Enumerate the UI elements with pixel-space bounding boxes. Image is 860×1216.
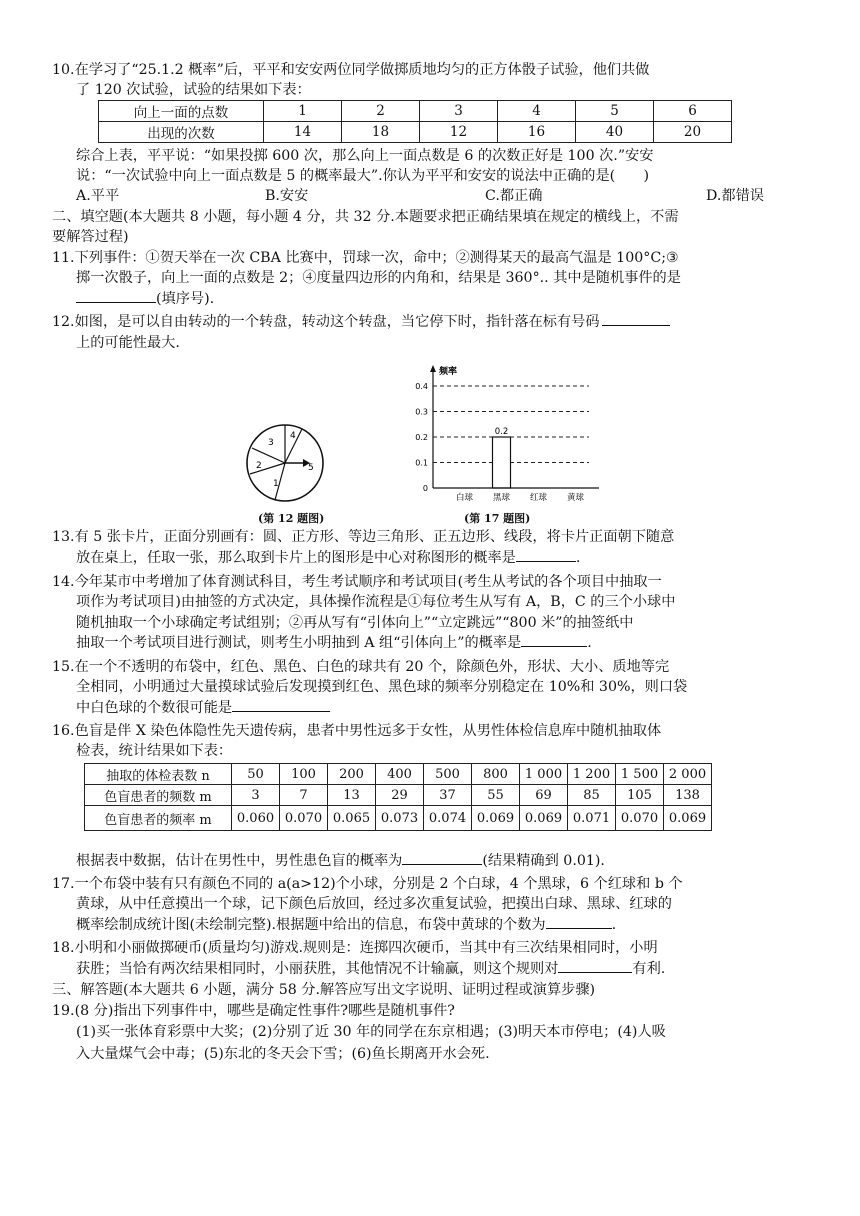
answer-blank[interactable] — [402, 850, 482, 865]
table-cell: 800 — [472, 764, 520, 785]
table-cell: 5 — [576, 101, 654, 122]
q15-line-1: 15.在一个不透明的布袋中，红色、黑色、白色的球共有 20 个，除颜色外，形状、大小、质地等完 — [52, 659, 670, 675]
q15-line-2: 全相同，小明通过大量摸球试验后发现摸到红色、黑色球的频率分别稳定在 10%和 30%，则口袋 — [76, 679, 688, 695]
table-cell: 0.069 — [520, 806, 568, 831]
fig12-caption: (第 12 题图) — [258, 512, 325, 525]
answer-blank[interactable] — [558, 958, 632, 973]
table-cell: 37 — [424, 785, 472, 806]
q14-line-3: 随机抽取一个小球确定考试组别；②再从写有“引体向上”“立定跳远”“800 米”的抽签纸中 — [76, 615, 634, 631]
table-cell: 7 — [280, 785, 328, 806]
table-cell: 色盲患者的频率 m — [85, 806, 232, 831]
q16-line-2: 检表，统计结果如下表： — [76, 743, 233, 759]
table-cell: 100 — [280, 764, 328, 785]
answer-blank[interactable] — [602, 311, 670, 326]
q16-line-3-tail: (结果精确到 0.01). — [482, 853, 605, 869]
table-row — [99, 101, 732, 122]
table-row — [99, 122, 732, 143]
q10-option-d: D.都错误 — [706, 188, 764, 204]
q12-line-1 — [52, 311, 670, 333]
q19-line-2: (1)买一张体育彩票中大奖；(2)分别了近 30 年的同学在东京相遇；(3)明天本市停电；(4)人吸 — [76, 1024, 666, 1040]
section3-heading: 三、解答题(本大题共 6 小题，满分 58 分.解答应写出文字说明、证明过程或演算步骤) — [52, 982, 596, 998]
spinner-figure — [242, 418, 328, 504]
answer-blank[interactable] — [516, 547, 576, 562]
table-cell: 16 — [498, 122, 576, 143]
q10-dice-table — [98, 100, 732, 143]
y-axis-arrow-icon — [430, 365, 436, 372]
q13-line-2-text: 放在桌上，任取一张，那么取到卡片上的图形是中心对称图形的概率是 — [76, 550, 516, 566]
table-cell: 1 — [264, 101, 342, 122]
table-cell: 400 — [376, 764, 424, 785]
table-cell: 200 — [328, 764, 376, 785]
y-tick-label: 0.3 — [415, 407, 428, 417]
table-cell: 4 — [498, 101, 576, 122]
table-cell: 55 — [472, 785, 520, 806]
q12-line-1-text: 12.如图，是可以自由转动的一个转盘，转动这个转盘，当它停下时，指针落在标有号码 — [52, 314, 600, 330]
q18-line-2 — [76, 958, 665, 980]
table-cell: 2 000 — [664, 764, 712, 785]
table-cell: 18 — [342, 122, 420, 143]
q18-line-1: 18.小明和小丽做掷硬币(质量均匀)游戏.规则是：连掷四次硬币，当其中有三次结果相同时，小明 — [52, 940, 658, 956]
table-cell: 20 — [654, 122, 732, 143]
spinner-label: 5 — [308, 463, 314, 473]
answer-blank[interactable] — [546, 914, 612, 929]
y-tick-label: 0 — [422, 484, 428, 493]
q14-line-2: 项作为考试项目)由抽签的方式决定，具体操作流程是①每位考生从写有 A，B，C 的三个小球中 — [76, 594, 676, 610]
table-cell: 138 — [664, 785, 712, 806]
spinner-label: 1 — [273, 479, 279, 489]
q15-line-3 — [76, 697, 330, 719]
q15-line-3-text: 中白色球的个数很可能是 — [76, 700, 233, 716]
table-cell: 1 500 — [616, 764, 664, 785]
table-cell: 向上一面的点数 — [99, 101, 264, 122]
x-category-label: 黑球 — [492, 493, 511, 503]
q13-line-1: 13.有 5 张卡片，正面分别画有：圆、正方形、等边三角形、正五边形、线段，将卡片正面朝下随意 — [52, 529, 675, 545]
table-cell: 1 200 — [568, 764, 616, 785]
table-cell: 出现的次数 — [99, 122, 264, 143]
q10-option-b: B.安安 — [265, 188, 309, 204]
q19-line-1: 19.(8 分)指出下列事件中，哪些是确定性事件?哪些是随机事件? — [52, 1003, 455, 1019]
spinner-label: 3 — [268, 438, 274, 448]
bar — [493, 437, 511, 488]
table-cell: 12 — [420, 122, 498, 143]
table-cell: 50 — [232, 764, 280, 785]
table-cell: 6 — [654, 101, 732, 122]
table-cell: 0.070 — [280, 806, 328, 831]
q13-line-2: 放在桌上，任取一张，那么取到卡片上的图形是中心对称图形的概率是 . — [76, 547, 580, 569]
table-cell: 3 — [232, 785, 280, 806]
table-cell: 0.074 — [424, 806, 472, 831]
fig17-bar-chart — [405, 362, 605, 507]
q10-line-2: 了 120 次试验，试验的结果如下表： — [76, 82, 311, 98]
q14-line-1: 14.今年某市中考增加了体育测试科目，考生考试顺序和考试项目(考生从考试的各个项目中抽取一 — [52, 574, 662, 590]
y-tick-label: 0.4 — [415, 382, 428, 391]
table-cell: 13 — [328, 785, 376, 806]
chart-bars — [493, 427, 511, 488]
table-cell: 2 — [342, 101, 420, 122]
q10-line-3: 综合上表，平平说：“如果投掷 600 次，那么向上一面点数是 6 的次数正好是 100 次.”安安 — [76, 148, 654, 164]
q12-line-2: 上的可能性最大. — [76, 335, 180, 351]
table-cell: 0.071 — [568, 806, 616, 831]
y-ticks — [415, 382, 428, 493]
spinner-label: 4 — [290, 431, 296, 441]
table-row — [85, 764, 712, 785]
table-cell: 29 — [376, 785, 424, 806]
table-cell: 14 — [264, 122, 342, 143]
table-cell: 85 — [568, 785, 616, 806]
q11-line-3 — [76, 288, 214, 310]
table-cell: 40 — [576, 122, 654, 143]
q10-option-c: C.都正确 — [485, 188, 543, 204]
x-category-label: 白球 — [455, 493, 474, 503]
y-tick-label: 0.1 — [415, 458, 428, 468]
q10-line-1: 10.在学习了“25.1.2 概率”后，平平和安安两位同学做掷质地均匀的正方体骰子试验，他们共做 — [52, 62, 650, 78]
x-category-label: 红球 — [529, 493, 548, 503]
table-cell: 69 — [520, 785, 568, 806]
q18-line-2-text: 获胜；当恰有两次结果相同时，小丽获胜，其他情况不计输赢，则这个规则对 — [76, 961, 559, 977]
q17-line-3: 概率绘制成统计图(未绘制完整).根据题中给出的信息，布袋中黄球的个数为 . — [76, 914, 616, 936]
table-cell: 0.069 — [472, 806, 520, 831]
table-row — [85, 806, 712, 831]
section2-heading-line-2: 要解答过程) — [52, 229, 129, 245]
section2-heading-line-1: 二、填空题(本大题共 8 小题，每小题 4 分，共 32 分.本题要求把正确结果填在规定的横线上，不需 — [52, 209, 679, 225]
q11-line-3-text: (填序号). — [156, 291, 215, 307]
bar-data-label: 0.2 — [494, 427, 509, 437]
q16-line-1: 16.色盲是伴 X 染色体隐性先天遗传病，患者中男性远多于女性，从男性体检信息库中随机抽取体 — [52, 723, 662, 739]
q14-line-4: 抽取一个考试项目进行测试，则考生小明抽到 A 组“引体向上”的概率是 . — [76, 632, 592, 654]
q19-line-3: 入大量煤气会中毒；(5)东北的冬天会下雪；(6)鱼长期离开水会死. — [76, 1046, 490, 1062]
table-cell: 500 — [424, 764, 472, 785]
table-cell: 3 — [420, 101, 498, 122]
table-cell: 0.069 — [664, 806, 712, 831]
answer-blank[interactable] — [232, 697, 330, 712]
q17-line-3-text: 概率绘制成统计图(未绘制完整).根据题中给出的信息，布袋中黄球的个数为 — [76, 917, 546, 933]
table-cell: 色盲患者的频数 m — [85, 785, 232, 806]
answer-blank[interactable] — [521, 632, 587, 647]
q11-line-2: 掷一次骰子，向上一面的点数是 2；④度量四边形的内角和，结果是 360°.. 其中是随机事件的是 — [76, 270, 681, 286]
x-category-label: 黄球 — [566, 493, 585, 503]
q11-line-1: 11.下列事件：①贺天举在一次 CBA 比赛中，罚球一次，命中；②测得某天的最高气温是 100°C;③ — [52, 250, 679, 266]
table-cell: 105 — [616, 785, 664, 806]
table-cell: 1 000 — [520, 764, 568, 785]
q18-line-2-tail: 有利. — [632, 961, 666, 977]
table-cell: 0.065 — [328, 806, 376, 831]
q16-colorblind-table — [84, 763, 712, 831]
y-tick-label: 0.2 — [415, 433, 428, 442]
y-axis-label: 频率 — [439, 367, 458, 377]
x-categories — [456, 492, 585, 503]
table-cell: 0.060 — [232, 806, 280, 831]
fig17-caption: (第 17 题图) — [464, 512, 531, 525]
q10-option-a: A.平平 — [76, 188, 120, 204]
table-row — [85, 785, 712, 806]
q16-line-3 — [76, 850, 605, 872]
spinner-label: 2 — [256, 461, 262, 471]
q17-line-1: 17.一个布袋中装有只有颜色不同的 a(a>12)个小球，分别是 2 个白球，4 个黑球，6 个红球和 b 个 — [52, 876, 683, 892]
table-cell: 0.073 — [376, 806, 424, 831]
table-cell: 0.070 — [616, 806, 664, 831]
table-cell: 抽取的体检表数 n — [85, 764, 232, 785]
q14-line-4-text: 抽取一个考试项目进行测试，则考生小明抽到 A 组“引体向上”的概率是 — [76, 635, 522, 651]
answer-blank[interactable] — [76, 288, 156, 303]
q16-line-3-text: 根据表中数据，估计在男性中，男性患色盲的概率为 — [76, 853, 403, 869]
q17-line-2: 黄球，从中任意摸出一个球，记下颜色后放回，经过多次重复试验，把摸出白球、黑球、红球的 — [76, 896, 672, 912]
q10-line-4: 说：“一次试验中向上一面点数是 5 的概率最大”.你认为平平和安安的说法中正确的是( ) — [76, 168, 650, 184]
